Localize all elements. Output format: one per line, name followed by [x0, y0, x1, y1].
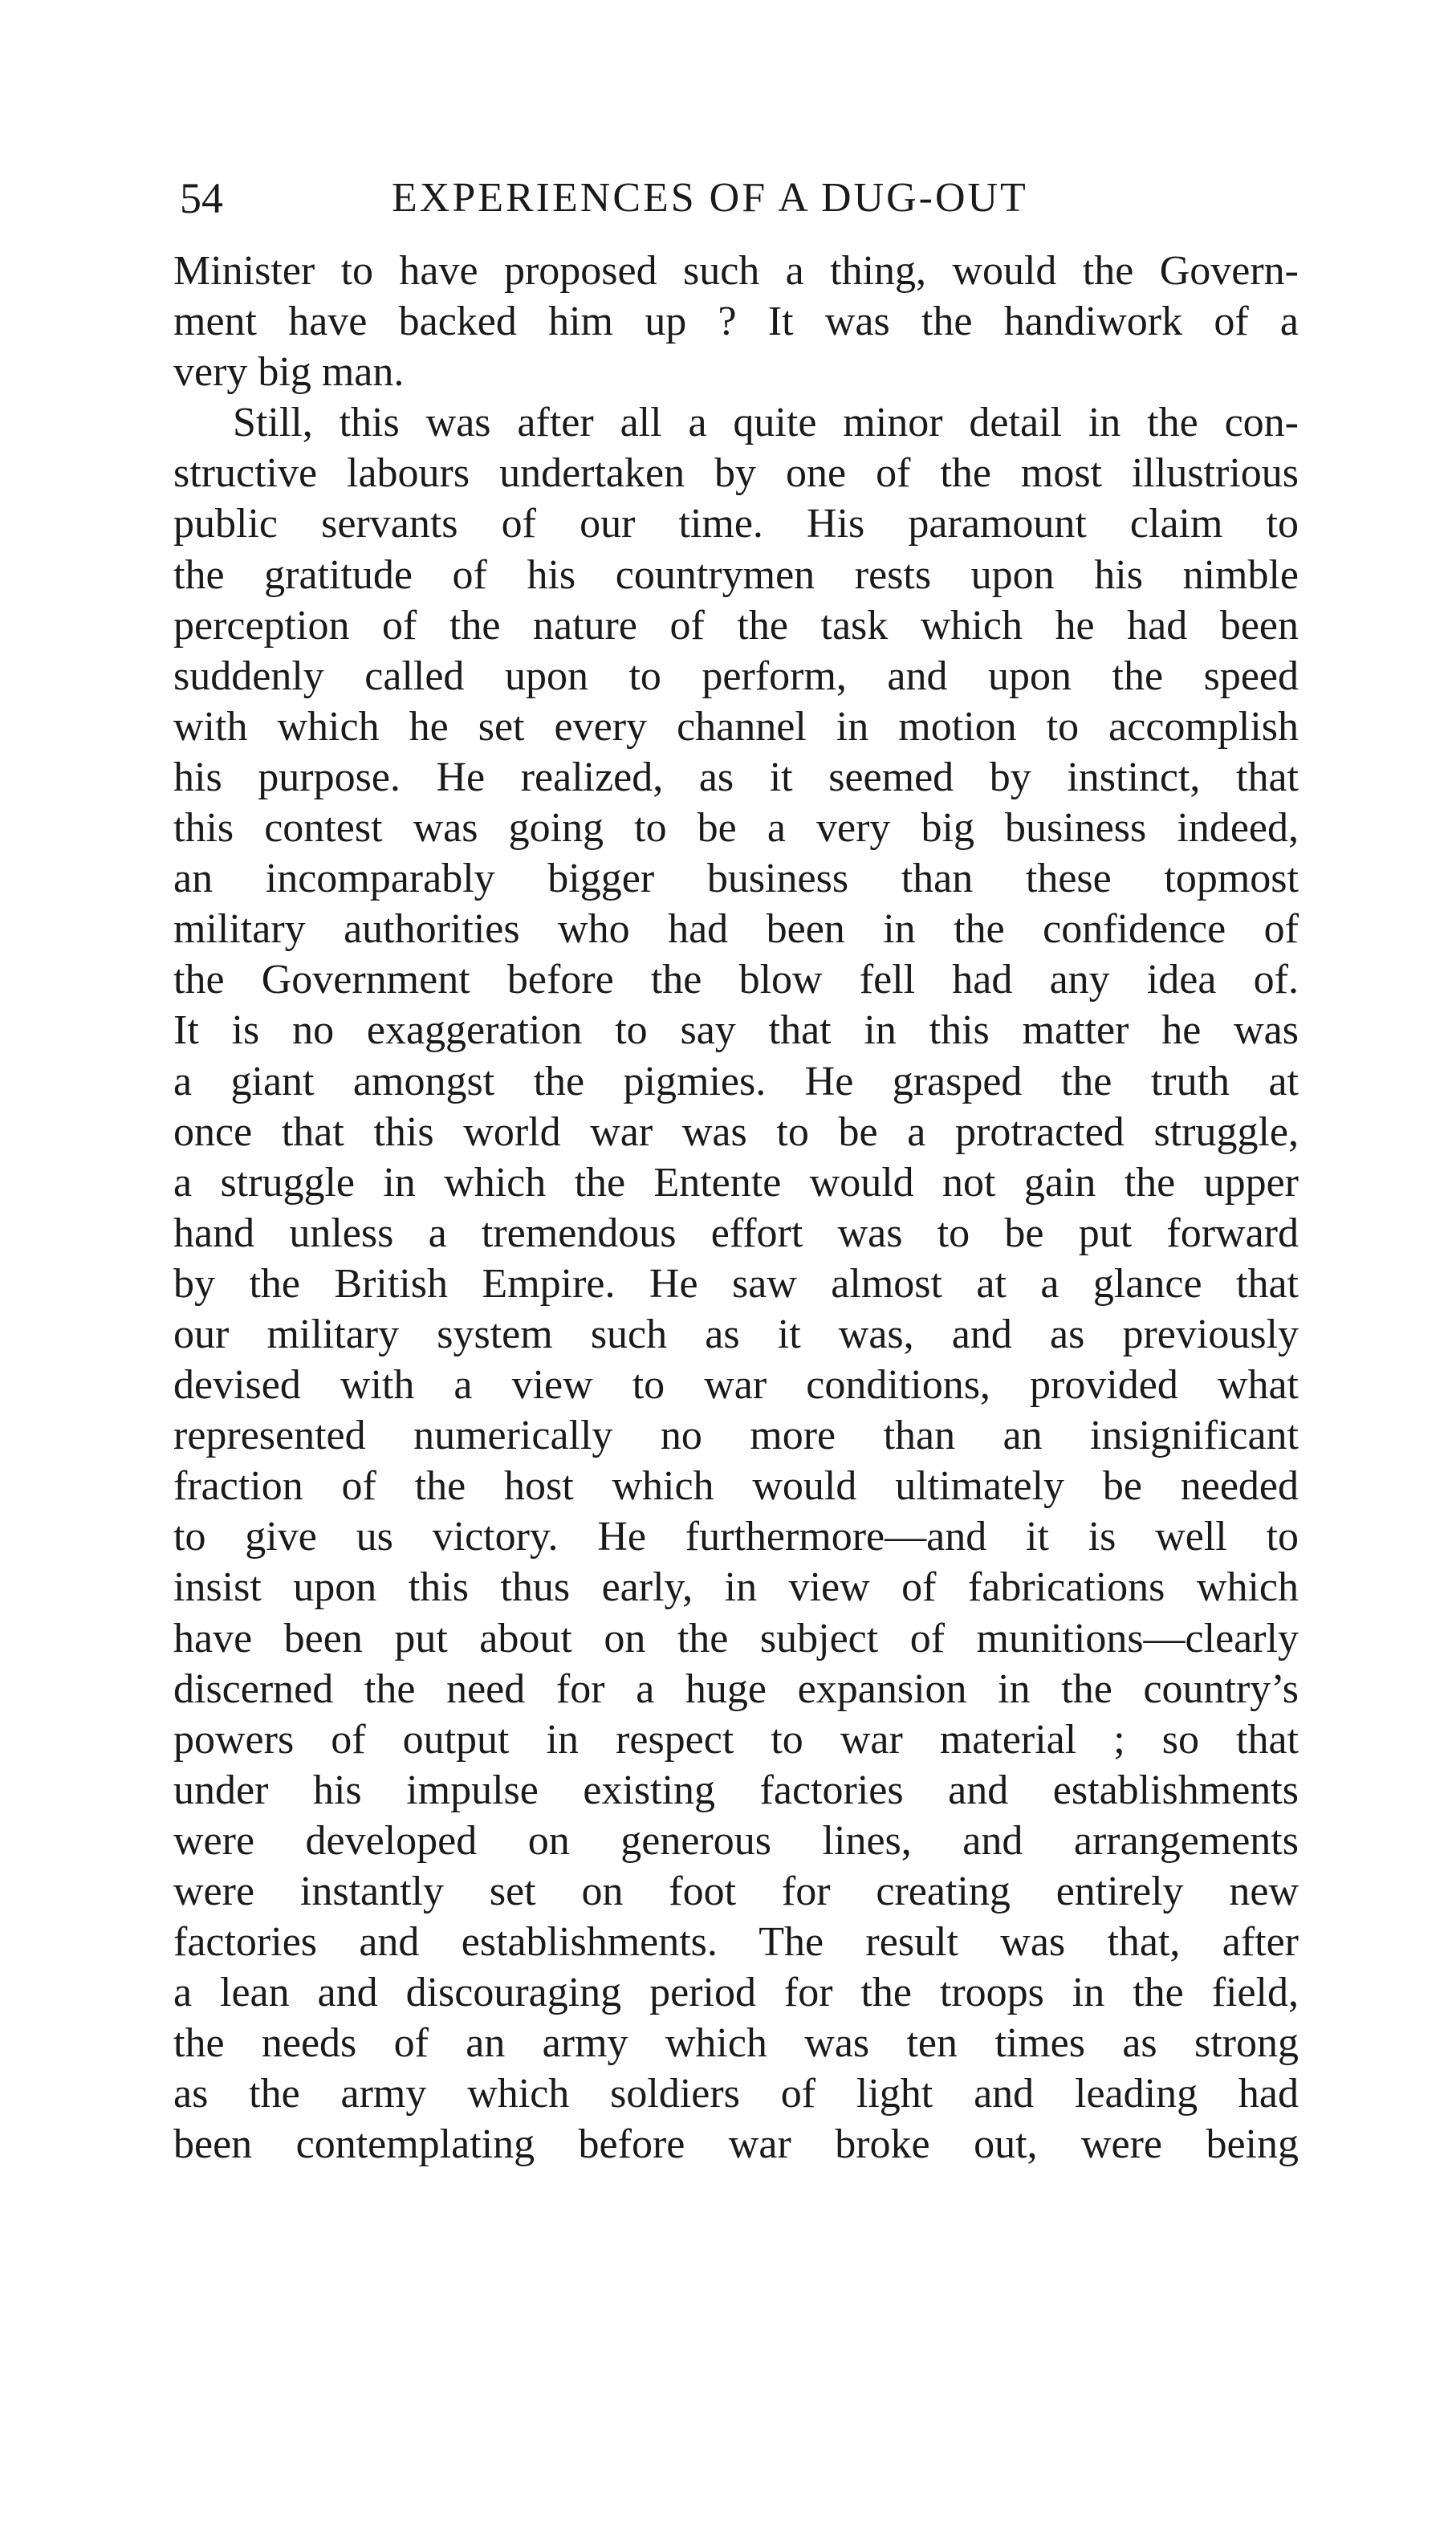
text-line: represented numerically no more than an insignificant: [173, 1413, 1299, 1459]
text-line: our military system such as it was, and as previously: [173, 1311, 1299, 1357]
text-line: public servants of our time. His paramount claim to: [173, 501, 1299, 547]
text-line: the gratitude of his countrymen rests upon his nimble: [173, 551, 1299, 598]
text-line: factories and establishments. The result was that, after: [173, 1919, 1299, 1966]
text-line: hand unless a tremendous effort was to be put forward: [173, 1210, 1299, 1256]
text-line: structive labours undertaken by one of the most illustrious: [173, 450, 1299, 497]
text-line: by the British Empire. He saw almost at a glance that: [173, 1260, 1299, 1307]
text-line: fraction of the host which would ultimately be needed: [173, 1463, 1299, 1510]
text-line: Minister to have proposed such a thing, would the Govern-: [173, 248, 1299, 294]
text-line: discerned the need for a huge expansion in the country’s: [173, 1665, 1299, 1712]
text-line: It is no exaggeration to say that in this matter he was: [173, 1007, 1299, 1054]
text-line: powers of output in respect to war material ; so that: [173, 1716, 1299, 1763]
text-line: suddenly called upon to perform, and upon the speed: [173, 653, 1299, 699]
text-line: have been put about on the subject of munitions—clearly: [173, 1615, 1299, 1661]
text-line: to give us victory. He furthermore—and it is well to: [173, 1514, 1299, 1560]
text-line: as the army which soldiers of light and leading had: [173, 2071, 1299, 2117]
text-line: perception of the nature of the task which he had been: [173, 602, 1299, 649]
body-text: [173, 246, 1299, 2170]
text-line: ment have backed him up ? It was the handiwork of a: [173, 299, 1299, 345]
text-line: were developed on generous lines, and arrangements: [173, 1817, 1299, 1864]
text-line: a giant amongst the pigmies. He grasped the truth at: [173, 1058, 1299, 1104]
running-head: [173, 170, 1299, 226]
text-line: under his impulse existing factories and establishments: [173, 1767, 1299, 1813]
text-line: this contest was going to be a very big business indeed,: [173, 805, 1299, 852]
text-line: military authorities who had been in the confidence of: [173, 906, 1299, 953]
text-line: been contemplating before war broke out, were being: [173, 2121, 1299, 2168]
text-line: once that this world war was to be a protracted struggle,: [173, 1108, 1299, 1155]
text-line: the Government before the blow fell had any idea of.: [173, 957, 1299, 1003]
text-line: an incomparably bigger business than these topmost: [173, 856, 1299, 902]
running-title: EXPERIENCES OF A DUG-OUT: [392, 175, 1028, 221]
text-line: devised with a view to war conditions, provided what: [173, 1362, 1299, 1409]
text-line: a struggle in which the Entente would not gain the upper: [173, 1159, 1299, 1206]
text-line: a lean and discouraging period for the troops in the field,: [173, 1970, 1299, 2016]
text-line: the needs of an army which was ten times as strong: [173, 2020, 1299, 2067]
page-number: 54: [180, 174, 223, 222]
paragraph-first-line: Still, this was after all a quite minor detail in the con-: [233, 400, 1299, 446]
text-line: very big man.: [173, 349, 405, 396]
text-line: were instantly set on foot for creating entirely new: [173, 1869, 1299, 1914]
text-line: with which he set every channel in motion to accomplish: [173, 703, 1299, 750]
text-line: insist upon this thus early, in view of fabrications which: [173, 1564, 1299, 1611]
text-line: his purpose. He realized, as it seemed by instinct, that: [173, 754, 1299, 800]
